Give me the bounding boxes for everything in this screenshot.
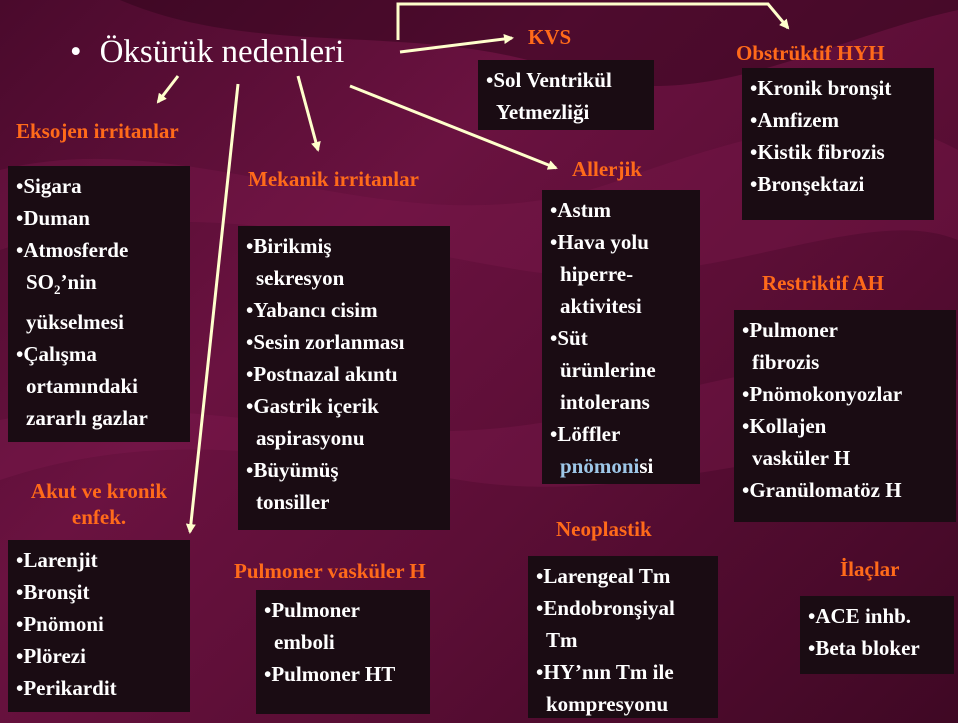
list-item: •Sesin zorlanması (246, 330, 405, 354)
so2-label: SO (26, 270, 55, 294)
list-item: •Pulmoner (264, 598, 361, 622)
list-item: ortamındaki (26, 374, 139, 399)
list-item: •Birikmiş (246, 234, 332, 258)
list-item: •Amfizem (750, 108, 839, 132)
list-item: •Endobronşiyal (536, 596, 675, 620)
list-item: •Bronşektazi (750, 172, 865, 196)
list-item: Yetmezliği (496, 100, 590, 124)
list-item: •Granülomatöz H (742, 478, 902, 502)
list-item: •Kistik fibrozis (750, 140, 885, 164)
list-item: •Sol Ventrikül (486, 68, 612, 92)
list-item: •Plörezi (16, 644, 86, 668)
list-item: intolerans (560, 390, 650, 414)
list-item: •HY’nın Tm ile (536, 660, 674, 684)
list-item: •Kronik bronşit (750, 76, 892, 100)
list-item: sekresyon (256, 266, 345, 290)
category-akut-line2: enfek. (71, 505, 127, 529)
highlighted-text: pnömoni (560, 454, 640, 478)
arrow-akut (190, 84, 238, 532)
category-allerjik: Allerjik (572, 157, 642, 181)
list-item: aktivitesi (560, 294, 642, 318)
list-item: •Kollajen (742, 414, 827, 438)
list-item: •Pulmoner (742, 318, 839, 342)
list-item: •Yabancı cisim (246, 298, 378, 322)
list-item: •Sigara (16, 174, 82, 198)
arrow-mekanik (298, 76, 318, 150)
list-item: •Astım (550, 198, 612, 222)
list-item: •Atmosferde (16, 238, 129, 262)
list-item: •Süt (550, 326, 588, 350)
list-item: •Pulmoner HT (264, 662, 396, 686)
list-item: •Hava yolu (550, 230, 649, 254)
list-item: emboli (274, 630, 335, 654)
category-eksojen: Eksojen irritanlar (16, 119, 179, 143)
list-item: •Pnömoni (16, 612, 104, 636)
list-item: •Larenjit (16, 548, 98, 572)
so2-subscript: 2 (54, 282, 61, 298)
list-item: •Pnömokonyozlar (742, 382, 903, 406)
category-akut-line1: Akut ve kronik (30, 479, 168, 503)
title-bullet: • (70, 34, 82, 70)
list-item: •Beta bloker (808, 636, 920, 660)
arrow-obstruktif (398, 4, 788, 40)
category-mekanik: Mekanik irritanlar (248, 167, 419, 191)
category-kvs: KVS (528, 25, 572, 49)
list-item: aspirasyonu (256, 426, 365, 450)
list-item: •Larengeal Tm (536, 564, 671, 588)
list-item: •Löffler (550, 422, 621, 446)
list-item: si (639, 454, 654, 478)
arrow-kvs (400, 38, 512, 52)
list-item: •Gastrik içerik (246, 394, 379, 418)
category-ilaclar: İlaçlar (840, 557, 900, 581)
category-obstruktif: Obstrüktif HYH (736, 41, 885, 65)
list-item: •Duman (16, 206, 90, 230)
category-pulmoner: Pulmoner vasküler H (234, 559, 426, 583)
list-item: vasküler H (752, 446, 851, 470)
list-item: •Perikardit (16, 676, 117, 700)
list-item: fibrozis (752, 350, 820, 374)
list-item: •Bronşit (16, 580, 90, 604)
list-item: yükselmesi (26, 310, 125, 335)
category-neoplastik: Neoplastik (556, 517, 652, 541)
list-item: •ACE inhb. (808, 604, 912, 628)
list-item: ’nin (60, 270, 97, 294)
list-item: •Postnazal akıntı (246, 362, 398, 386)
category-restriktif: Restriktif AH (762, 271, 884, 295)
list-item: zararlı gazlar (26, 406, 148, 431)
list-item: Tm (546, 628, 578, 652)
arrow-allerjik (350, 86, 556, 168)
list-item: tonsiller (256, 490, 330, 514)
list-item: ürünlerine (560, 358, 656, 382)
title-text: Öksürük nedenleri (99, 34, 345, 70)
list-item: hiperre- (560, 262, 634, 286)
list-item: kompresyonu (546, 692, 669, 716)
list-item: •Büyümüş (246, 458, 339, 482)
list-item: •Çalışma (16, 342, 97, 367)
arrow-eksojen (158, 76, 178, 102)
